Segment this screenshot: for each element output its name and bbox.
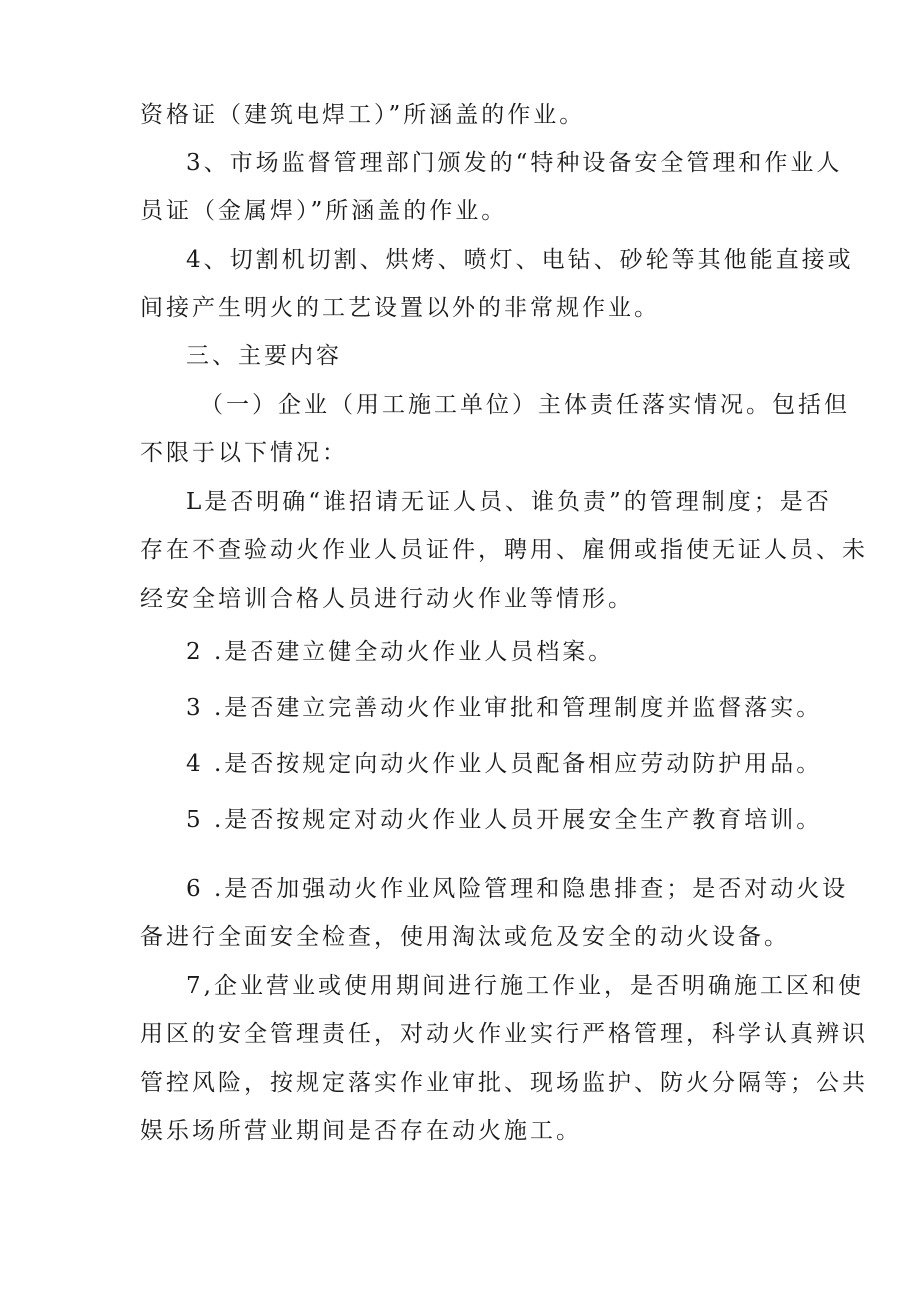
text-line: 6 .是否加强动火作业风险管理和隐患排查；是否对动火设 [186,876,849,902]
text-line: 资格证（建筑电焊工）”所涵盖的作业。 [140,102,586,128]
text-line: 3、市场监督管理部门颁发的“特种设备安全管理和作业人 [186,150,843,176]
text-line: 管控风险，按规定落实作业审批、现场监护、防火分隔等；公共 [140,1070,868,1096]
text-line: 7,企业营业或使用期间进行施工作业，是否明确施工区和使 [186,973,864,999]
text-line: 员证（金属焊）”所涵盖的作业。 [140,198,508,224]
text-line: 4、切割机切割、烘烤、喷灯、电钻、砂轮等其他能直接或 [186,247,854,273]
text-line: 存在不查验动火作业人员证件，聘用、雇佣或指使无证人员、未 [140,537,868,563]
text-line: 4 .是否按规定向动火作业人员配备相应劳动防护用品。 [186,751,823,777]
text-line: 2 .是否建立健全动火作业人员档案。 [186,639,615,665]
text-line: 备进行全面安全检查，使用淘汰或危及安全的动火设备。 [140,924,790,950]
text-line: 用区的安全管理责任，对动火作业实行严格管理，科学认真辨识 [140,1021,868,1047]
text-line: 3 .是否建立完善动火作业审批和管理制度并监督落实。 [186,695,823,721]
text-line: 娱乐场所营业期间是否存在动火施工。 [140,1118,582,1144]
text-line: L是否明确“谁招请无证人员、谁负责”的管理制度；是否 [186,489,832,515]
subsection-heading: （一）企业（用工施工单位）主体责任落实情况。包括但 [200,392,850,418]
text-line: 间接产生明火的工艺设置以外的非常规作业。 [140,295,660,321]
section-heading: 三、主要内容 [186,343,342,369]
text-line: 不限于以下情况： [140,440,348,466]
text-line: 经安全培训合格人员进行动火作业等情形。 [140,586,634,612]
text-line: 5 .是否按规定对动火作业人员开展安全生产教育培训。 [186,807,823,833]
